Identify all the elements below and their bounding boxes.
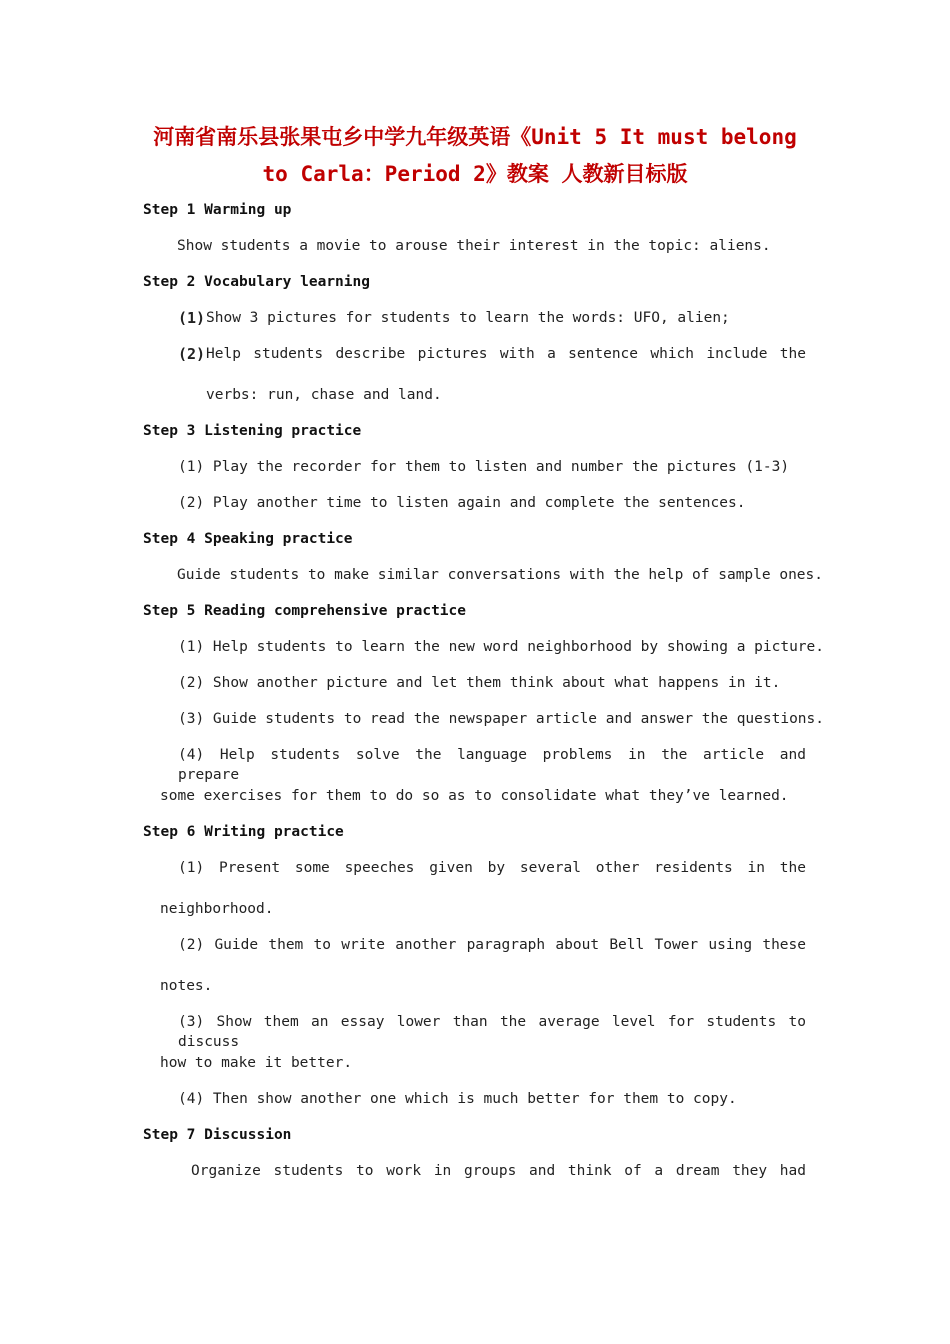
step5-item1: (1) Help students to learn the new word neighborhood by showing a picture. xyxy=(178,639,825,655)
step7-heading: Step 7 Discussion xyxy=(143,1127,292,1143)
document-title xyxy=(140,119,810,193)
step6-item3-line2: how to make it better. xyxy=(160,1055,353,1071)
step6-item1-line2: neighborhood. xyxy=(160,901,274,917)
step5-item2: (2) Show another picture and let them think about what happens in it. xyxy=(178,675,781,691)
step6-item1-line1: (1) Present some speeches given by several other residents in the xyxy=(178,860,806,876)
step6-item3-line1: (3) Show them an essay lower than the average level for students to discuss xyxy=(178,1014,806,1050)
title-line-1: 河南省南乐县张果屯乡中学九年级英语《Unit 5 It must belong xyxy=(153,125,797,149)
step1-heading: Step 1 Warming up xyxy=(143,202,292,218)
step2-item1-text: Show 3 pictures for students to learn the words: UFO, alien; xyxy=(206,310,730,326)
step4-heading: Step 4 Speaking practice xyxy=(143,531,353,547)
step3-item1: (1) Play the recorder for them to listen and number the pictures (1-3) xyxy=(178,459,790,475)
step2-heading: Step 2 Vocabulary learning xyxy=(143,274,370,290)
step1-text: Show students a movie to arouse their interest in the topic: aliens. xyxy=(177,238,771,254)
step6-item2-line1: (2) Guide them to write another paragraph about Bell Tower using these xyxy=(178,937,806,953)
step3-item2: (2) Play another time to listen again and complete the sentences. xyxy=(178,495,746,511)
step2-item2-number: (2) xyxy=(178,345,206,363)
step2-item1-number: (1) xyxy=(178,309,206,327)
step4-text: Guide students to make similar conversations with the help of sample ones. xyxy=(177,567,824,583)
step2-item2-line1: Help students describe pictures with a sentence which include the xyxy=(206,346,806,362)
step5-heading: Step 5 Reading comprehensive practice xyxy=(143,603,467,619)
step3-heading: Step 3 Listening practice xyxy=(143,423,362,439)
step5-item4-line1: (4) Help students solve the language problems in the article and prepare xyxy=(178,747,806,783)
step6-item4: (4) Then show another one which is much better for them to copy. xyxy=(178,1091,737,1107)
step2-item2-line2: verbs: run, chase and land. xyxy=(206,387,442,403)
step7-text-line1: Organize students to work in groups and think of a dream they had xyxy=(191,1163,806,1179)
step5-item4-line2: some exercises for them to do so as to consolidate what they’ve learned. xyxy=(160,788,789,804)
step6-item2-line2: notes. xyxy=(160,978,213,994)
title-line-2: to Carla：Period 2》教案 人教新目标版 xyxy=(262,162,688,186)
step6-heading: Step 6 Writing practice xyxy=(143,824,344,840)
step5-item3: (3) Guide students to read the newspaper article and answer the questions. xyxy=(178,711,825,727)
